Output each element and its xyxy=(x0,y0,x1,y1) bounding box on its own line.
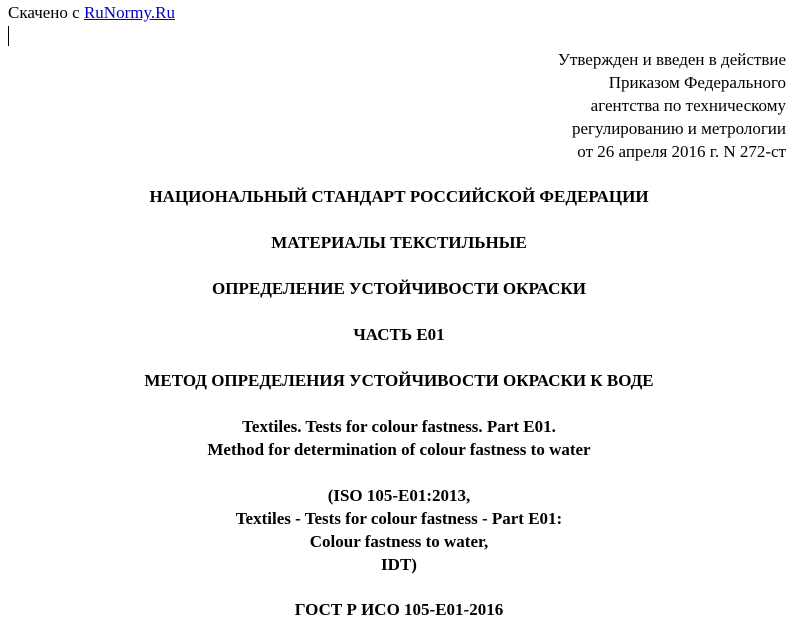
english-title-line: Method for determination of colour fastness to water xyxy=(207,440,591,459)
method-heading: МЕТОД ОПРЕДЕЛЕНИЯ УСТОЙЧИВОСТИ ОКРАСКИ К ВОДЕ xyxy=(144,371,654,390)
english-title xyxy=(0,415,790,461)
approval-block xyxy=(558,48,786,163)
iso-reference-line: Colour fastness to water, xyxy=(309,532,489,551)
iso-reference-line: IDT) xyxy=(381,555,417,574)
approval-line: агентства по техническому xyxy=(590,96,786,115)
download-prefix: Скачено с xyxy=(8,3,80,22)
iso-reference xyxy=(0,484,790,576)
iso-reference-line: (ISO 105-E01:2013, xyxy=(327,486,471,505)
standard-heading: НАЦИОНАЛЬНЫЙ СТАНДАРТ РОССИЙСКОЙ ФЕДЕРАЦИИ xyxy=(149,187,649,206)
materials-heading: МАТЕРИАЛЫ ТЕКСТИЛЬНЫЕ xyxy=(271,233,527,252)
approval-line: от 26 апреля 2016 г. N 272-ст xyxy=(577,142,786,161)
gost-designation: ГОСТ Р ИСО 105-E01-2016 xyxy=(294,600,504,619)
runormy-link[interactable]: RuNormy.Ru xyxy=(83,3,175,22)
approval-line: Приказом Федерального xyxy=(608,73,786,92)
text-cursor xyxy=(8,26,9,46)
part-heading: ЧАСТЬ E01 xyxy=(353,325,445,344)
english-title-line: Textiles. Tests for colour fastness. Part E01. xyxy=(242,417,556,436)
approval-line: регулированию и метрологии xyxy=(571,119,786,138)
download-source-line xyxy=(8,3,175,23)
determination-heading: ОПРЕДЕЛЕНИЕ УСТОЙЧИВОСТИ ОКРАСКИ xyxy=(212,279,586,298)
iso-reference-line: Textiles - Tests for colour fastness - Part E01: xyxy=(235,509,563,528)
approval-line: Утвержден и введен в действие xyxy=(557,50,786,69)
